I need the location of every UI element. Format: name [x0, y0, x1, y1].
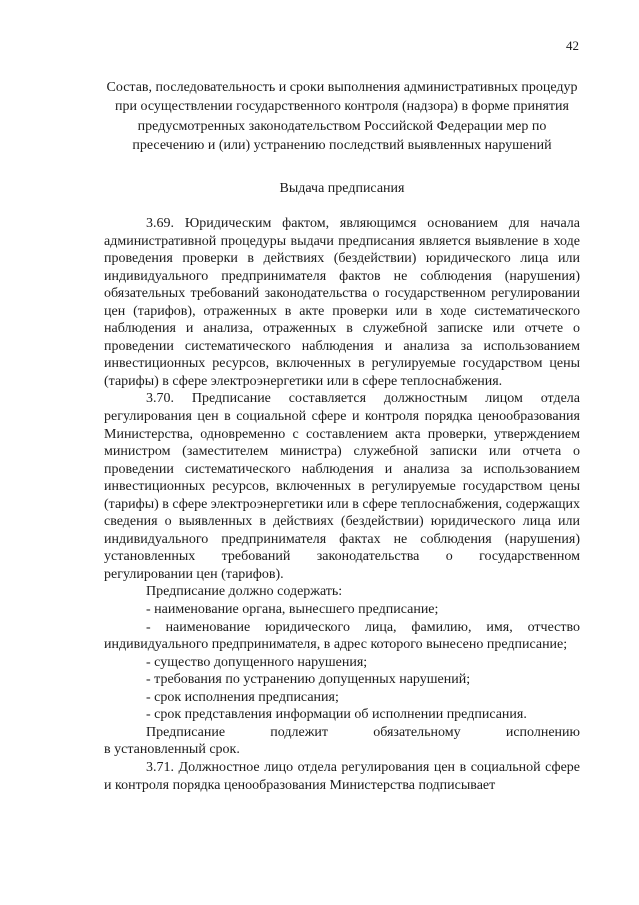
document-body: [104, 215, 580, 794]
paragraph-must-contain: Предписание должно содержать:: [146, 584, 343, 600]
list-item: - требования по устранению допущенных нарушений;: [146, 672, 471, 688]
list-item: - срок исполнения предписания;: [146, 689, 339, 705]
paragraph-mandatory-execution: Предписание подлежит обязательному исполнению: [146, 724, 580, 740]
list-item: - наименование органа, вынесшего предписание;: [146, 602, 439, 618]
page-number: 42: [566, 38, 579, 53]
list-item: - срок представления информации об исполнении предписания.: [146, 707, 527, 723]
paragraph-3-69: 3.69. Юридическим фактом, являющимся основанием для начала административной процедуры выдачи предписания является выявление в ходе проведения проверки в действиях (бездействии) юридического лица или индивидуального предпринимателя фактов не соблюдения (нарушения) обязательных требований законодательства о государственном регулировании цен (тарифов), отраженных в акте проверки или в ходе систематического наблюдения и анализа, отраженных в служебной записке или отчете о проведении систематического наблюдения и анализа за использованием инвестиционных ресурсов, включенных в регулируемые государством цены (тарифы) в сфере электроэнергетики или в сфере теплоснабжения.: [104, 216, 580, 389]
section-heading: Состав, последовательность и сроки выполнения административных процедур при осуществлении государственного контроля (надзора) в форме принятия предусмотренных законодательством Российской Федерации мер по пресечению и (или) устранению последствий выявленных нарушений: [106, 80, 578, 154]
paragraph-3-70: 3.70. Предписание составляется должностным лицом отдела регулирования цен в социальной сфере и контроля порядка ценообразования Министерства, одновременно с составлением акта проверки, утверждением министром (заместителем министра) служебной записки или отчета о проведении систематического наблюдения и анализа за использованием инвестиционных ресурсов, включенных в регулируемые государством цены (тарифы) в сфере электроэнергетики или в сфере теплоснабжения, содержащих сведения о выявленных в действиях (бездействии) юридического лица или индивидуального предпринимателя фактах не соблюдения (нарушения) установленных требований законодательства о государственном регулировании цен (тарифов).: [104, 391, 580, 582]
paragraph-3-71: 3.71. Должностное лицо отдела регулирования цен в социальной сфере и контроля порядка ценообразования Министерства подписывает: [104, 759, 580, 793]
section-subheading: Выдача предписания: [279, 181, 405, 196]
paragraph-mandatory-execution-continued: в установленный срок.: [104, 742, 240, 758]
list-item: - существо допущенного нарушения;: [146, 654, 368, 670]
list-item: - наименование юридического лица, фамилию, имя, отчество индивидуального предпринимателя, в адрес которого вынесено предписание;: [104, 619, 580, 653]
